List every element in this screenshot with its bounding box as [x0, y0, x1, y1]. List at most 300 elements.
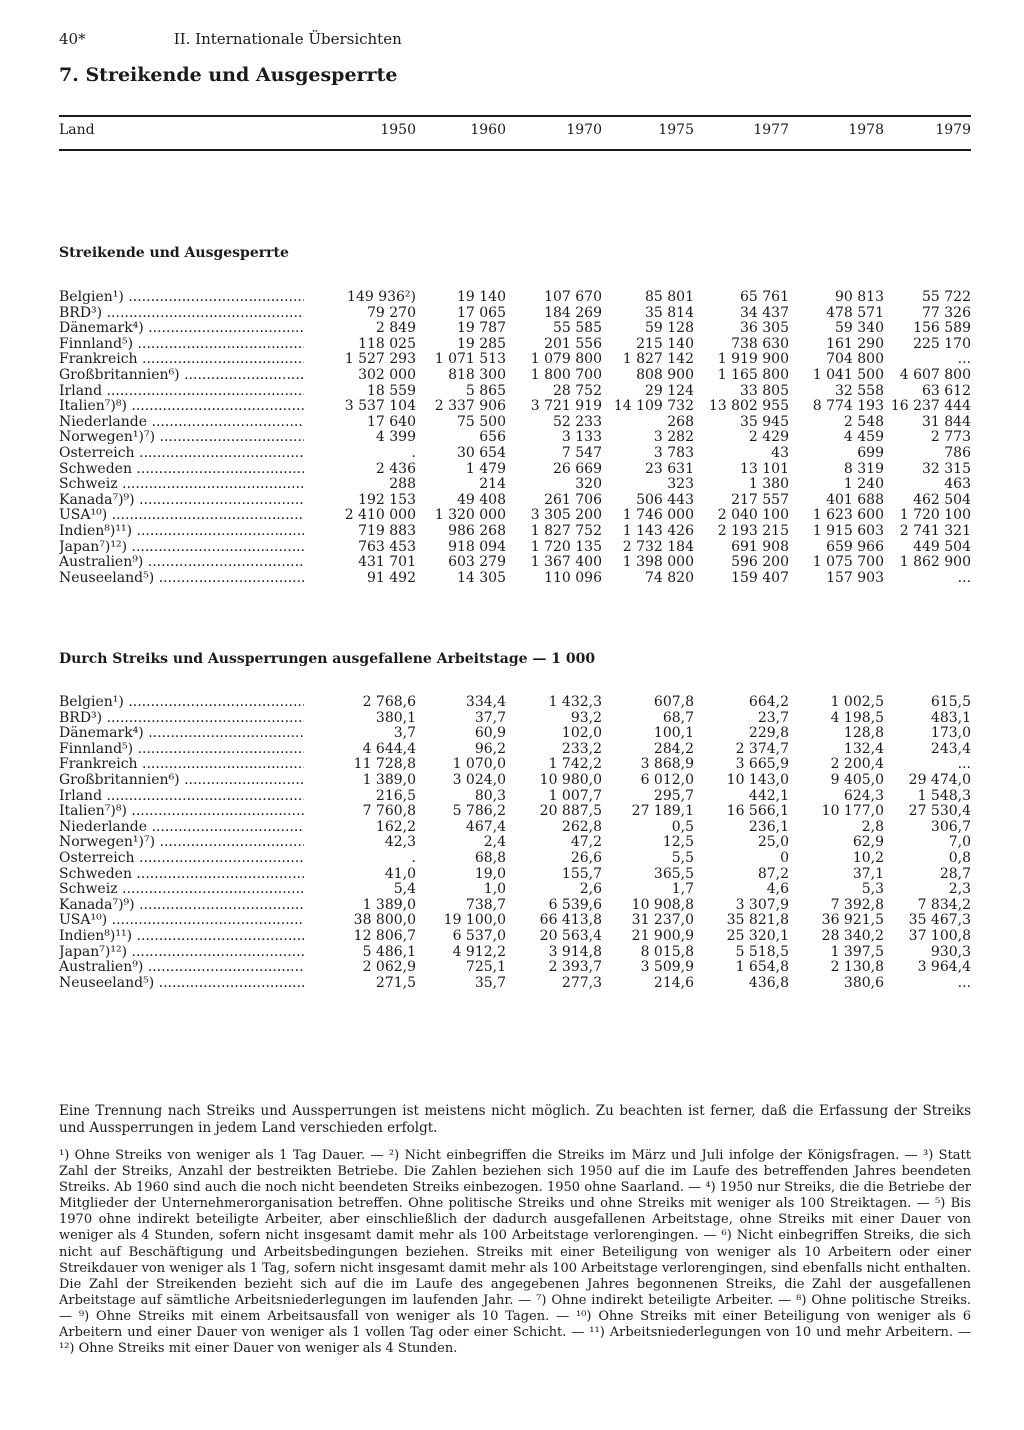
value-cell: 365,5 [653, 865, 694, 882]
table-row [0, 773, 1024, 789]
value-cell: 16 566,1 [726, 803, 789, 820]
value-cell: 47,2 [570, 834, 602, 851]
table-body-lost-days [0, 695, 1024, 991]
country-label: Österreich ..... [59, 851, 304, 867]
value-cell: 1 623 600 [812, 507, 884, 524]
column-header-1977: 1977 [753, 122, 789, 138]
value-cell: 738 630 [731, 335, 789, 352]
value-cell: 986 268 [448, 522, 506, 539]
value-cell: 262,8 [561, 818, 602, 835]
value-cell: 19 285 [457, 335, 506, 352]
table-row [0, 976, 1024, 992]
value-cell: 5 518,5 [735, 943, 789, 960]
value-cell: 5 865 [465, 382, 506, 399]
value-cell: 1 075 700 [812, 554, 884, 571]
value-cell: 2,8 [861, 818, 884, 835]
page-header [59, 30, 402, 48]
country-label: Großbritannien⁶) ..... [59, 368, 304, 384]
value-cell: 192 153 [358, 491, 416, 508]
value-cell: 26,6 [570, 849, 602, 866]
value-cell: 8 319 [843, 460, 884, 477]
table-row [0, 804, 1024, 820]
value-cell: 74 820 [645, 569, 694, 586]
value-cell: 29 124 [645, 382, 694, 399]
value-cell: 8 774 193 [812, 398, 884, 415]
value-cell: 10 143,0 [726, 771, 789, 788]
country-label: Belgien¹) ..... [59, 695, 304, 711]
value-cell: 156 589 [913, 320, 971, 337]
value-cell: 52 233 [553, 413, 602, 430]
value-cell: 19 140 [457, 289, 506, 305]
value-cell: 0 [780, 849, 789, 866]
country-label: Dänemark⁴) ..... [59, 321, 304, 337]
value-cell: 13 802 955 [708, 398, 789, 415]
value-cell: 28,7 [939, 865, 971, 882]
value-cell: 155,7 [561, 865, 602, 882]
value-cell: 1 143 426 [622, 522, 694, 539]
section-title-strikers: Streikende und Ausgesperrte [59, 245, 289, 261]
value-cell: 34 437 [740, 304, 789, 321]
value-cell: 217 557 [731, 491, 789, 508]
table-row [0, 882, 1024, 898]
value-cell: 30 654 [457, 444, 506, 461]
value-cell: 128,8 [843, 725, 884, 742]
country-label: Frankreich ..... [59, 352, 304, 368]
country-label: Schweiz ..... [59, 477, 304, 493]
value-cell: 323 [667, 476, 694, 493]
value-cell: 704 800 [826, 351, 884, 368]
value-cell: 2 768,6 [362, 694, 416, 710]
value-cell: 1 742,2 [548, 756, 602, 773]
value-cell: 4 399 [375, 429, 416, 446]
country-label: Finnland⁵) ..... [59, 742, 304, 758]
value-cell: 35 467,3 [908, 912, 971, 929]
value-cell: 25,0 [757, 834, 789, 851]
value-cell: 36 305 [740, 320, 789, 337]
table-row [0, 835, 1024, 851]
value-cell: 12 806,7 [353, 927, 416, 944]
value-cell: 5,3 [861, 881, 884, 898]
value-cell: 261 706 [544, 491, 602, 508]
value-cell: 1 380 [748, 476, 789, 493]
value-cell: 19,0 [474, 865, 506, 882]
value-cell: 132,4 [843, 740, 884, 757]
table-body-strikers [0, 290, 1024, 586]
value-cell: 68,8 [474, 849, 506, 866]
value-cell: 3 133 [561, 429, 602, 446]
value-cell: 467,4 [465, 818, 506, 835]
table-row [0, 867, 1024, 883]
country-label: Schweden ..... [59, 462, 304, 478]
value-cell: 55 722 [922, 289, 971, 305]
value-cell: 27 189,1 [631, 803, 694, 820]
country-label: Kanada⁷)⁹) ..... [59, 898, 304, 914]
value-cell: 68,7 [662, 709, 694, 726]
value-cell: 930,3 [930, 943, 971, 960]
column-header-row [0, 122, 1024, 144]
value-cell: 10 908,8 [631, 896, 694, 913]
value-cell: 2 410 000 [344, 507, 416, 524]
table-row [0, 945, 1024, 961]
value-cell: 6 012,0 [640, 771, 694, 788]
value-cell: 4 644,4 [362, 740, 416, 757]
value-cell: 159 407 [731, 569, 789, 586]
country-label: Irland ..... [59, 789, 304, 805]
value-cell: 6 537,0 [452, 927, 506, 944]
column-header-1960: 1960 [470, 122, 506, 138]
country-label: Australien⁹) ..... [59, 960, 304, 976]
value-cell: 463 [944, 476, 971, 493]
remark-note: Eine Trennung nach Streiks und Aussperrungen ist meistens nicht möglich. Zu beachten ist ferner, daß die Erfassung der Streiks und Aussperrungen in jedem Land verschieden erfolgt. [59, 1103, 971, 1136]
value-cell: 268 [667, 413, 694, 430]
value-cell: ... [957, 974, 971, 991]
value-cell: 1 827 752 [530, 522, 602, 539]
value-cell: 27 530,4 [908, 803, 971, 820]
value-cell: 11 728,8 [353, 756, 416, 773]
value-cell: 236,1 [748, 818, 789, 835]
country-label: Frankreich ..... [59, 757, 304, 773]
country-label: Italien⁷)⁸) ..... [59, 399, 304, 415]
value-cell: 5 486,1 [362, 943, 416, 960]
value-cell: 161 290 [826, 335, 884, 352]
value-cell: 4 198,5 [830, 709, 884, 726]
value-cell: 59 340 [835, 320, 884, 337]
value-cell: 31 237,0 [631, 912, 694, 929]
value-cell: 2 773 [930, 429, 971, 446]
value-cell: 49 408 [457, 491, 506, 508]
value-cell: 295,7 [653, 787, 694, 804]
value-cell: 17 065 [457, 304, 506, 321]
value-cell: 28 752 [553, 382, 602, 399]
country-label: BRD³) ..... [59, 306, 304, 322]
value-cell: 65 761 [740, 289, 789, 305]
value-cell: 157 903 [826, 569, 884, 586]
table-row [0, 306, 1024, 322]
value-cell: 2 436 [375, 460, 416, 477]
value-cell: 29 474,0 [908, 771, 971, 788]
table-row [0, 446, 1024, 462]
country-label: Kanada⁷)⁹) ..... [59, 493, 304, 509]
value-cell: 615,5 [930, 694, 971, 710]
value-cell: 3 914,8 [548, 943, 602, 960]
value-cell: 607,8 [653, 694, 694, 710]
value-cell: 55 585 [553, 320, 602, 337]
value-cell: 763 453 [358, 538, 416, 555]
country-label: Neuseeland⁵) ..... [59, 976, 304, 992]
value-cell: 75 500 [457, 413, 506, 430]
value-cell: 1 007,7 [548, 787, 602, 804]
value-cell: 1 071 513 [434, 351, 506, 368]
value-cell: 664,2 [748, 694, 789, 710]
table-row [0, 757, 1024, 773]
value-cell: 23,7 [757, 709, 789, 726]
table-row [0, 960, 1024, 976]
value-cell: 436,8 [748, 974, 789, 991]
value-cell: 2 732 184 [622, 538, 694, 555]
value-cell: 1 079 800 [530, 351, 602, 368]
country-label: Norwegen¹)⁷) ..... [59, 430, 304, 446]
value-cell: 80,3 [474, 787, 506, 804]
value-cell: 91 492 [367, 569, 416, 586]
table-title: 7. Streikende und Ausgesperrte [59, 64, 398, 86]
value-cell: 4 459 [843, 429, 884, 446]
value-cell: 2,4 [483, 834, 506, 851]
value-cell: 3 721 919 [530, 398, 602, 415]
value-cell: 656 [479, 429, 506, 446]
value-cell: 449 504 [913, 538, 971, 555]
value-cell: 3 282 [653, 429, 694, 446]
country-label: Schweden ..... [59, 867, 304, 883]
value-cell: 271,5 [375, 974, 416, 991]
value-cell: 462 504 [913, 491, 971, 508]
table-row [0, 711, 1024, 727]
value-cell: 107 670 [544, 289, 602, 305]
value-cell: 96,2 [474, 740, 506, 757]
value-cell: 302 000 [358, 366, 416, 383]
country-label: Neuseeland⁵) ..... [59, 571, 304, 587]
value-cell: 85 801 [645, 289, 694, 305]
value-cell: 2,6 [579, 881, 602, 898]
value-cell: 14 305 [457, 569, 506, 586]
value-cell: 1 398 000 [622, 554, 694, 571]
value-cell: 288 [389, 476, 416, 493]
value-cell: 2,3 [948, 881, 971, 898]
table-row [0, 742, 1024, 758]
value-cell: 4 607 800 [899, 366, 971, 383]
table-row [0, 851, 1024, 867]
country-label: Irland ..... [59, 384, 304, 400]
country-label: Indien⁸)¹¹) ..... [59, 929, 304, 945]
value-cell: 4 912,2 [452, 943, 506, 960]
value-cell: 3 307,9 [735, 896, 789, 913]
value-cell: 2 429 [748, 429, 789, 446]
value-cell: 4,6 [766, 881, 789, 898]
value-cell: 7,0 [948, 834, 971, 851]
value-cell: 35 821,8 [726, 912, 789, 929]
country-label: Großbritannien⁶) ..... [59, 773, 304, 789]
value-cell: 596 200 [731, 554, 789, 571]
value-cell: 19 787 [457, 320, 506, 337]
column-header-1950: 1950 [380, 122, 416, 138]
value-cell: 43 [771, 444, 789, 461]
table-row [0, 337, 1024, 353]
table-row [0, 540, 1024, 556]
value-cell: 918 094 [448, 538, 506, 555]
value-cell: 37 100,8 [908, 927, 971, 944]
value-cell: 478 571 [826, 304, 884, 321]
table-row [0, 352, 1024, 368]
value-cell: 3 783 [653, 444, 694, 461]
value-cell: 2 374,7 [735, 740, 789, 757]
value-cell: 38 800,0 [353, 912, 416, 929]
value-cell: 3 868,9 [640, 756, 694, 773]
value-cell: 62,9 [852, 834, 884, 851]
value-cell: 1 389,0 [362, 896, 416, 913]
value-cell: 100,1 [653, 725, 694, 742]
value-cell: 7 834,2 [917, 896, 971, 913]
value-cell: 149 936²) [347, 289, 416, 305]
value-cell: 1 070,0 [452, 756, 506, 773]
value-cell: 16 237 444 [890, 398, 971, 415]
value-cell: 1 432,3 [548, 694, 602, 710]
value-cell: 624,3 [843, 787, 884, 804]
value-cell: 173,0 [930, 725, 971, 742]
table-row [0, 726, 1024, 742]
value-cell: 184 269 [544, 304, 602, 321]
value-cell: 10 177,0 [821, 803, 884, 820]
country-label: Finnland⁵) ..... [59, 337, 304, 353]
value-cell: 1 827 142 [622, 351, 694, 368]
value-cell: 201 556 [544, 335, 602, 352]
value-cell: 1,7 [671, 881, 694, 898]
value-cell: 1 320 000 [434, 507, 506, 524]
value-cell: 102,0 [561, 725, 602, 742]
table-row [0, 290, 1024, 306]
value-cell: 12,5 [662, 834, 694, 851]
value-cell: 659 966 [826, 538, 884, 555]
value-cell: 699 [857, 444, 884, 461]
footnotes: ¹) Ohne Streiks von weniger als 1 Tag Dauer. — ²) Nicht einbegriffen die Streiks im März und Juli infolge der Königsfragen. — ³) Statt Zahl der Streiks, Anzahl der bestreikten Betriebe. Die Zahlen beziehen sich 1950 auf die im Laufe des betreffenden Jahres beendeten Streiks. Ab 1960 sind auch die noch nicht beendeten Streiks einbezogen. 1950 ohne Saarland. — ⁴) 1950 nur Streiks, die die Betriebe der Mitglieder der Unternehmerorganisation betreffen. Ohne politische Streiks und ohne Streiks mit weniger als 100 Streiktagen. — ⁵) Bis 1970 ohne indirekt beteiligte Arbeiter, aber einschließlich der dadurch ausgefallenen Arbeitstage, ohne Streiks mit einer Dauer von weniger als 4 Stunden, sofern nicht insgesamt damit mehr als 100 Arbeitstage verlorengingen. — ⁶) Nicht einbegriffen Streiks, die sich nicht auf Beschäftigung und Arbeitsbedingungen beziehen. Streiks mit einer Beteiligung von weniger als 10 Arbeitern oder einer Streikdauer von weniger als 1 Tag, sofern nicht insgesamt damit mehr als 100 Arbeitstage verlorengingen, sind ebenfalls nicht enthalten. Die Zahl der Streikenden bezieht sich auf die im Laufe des angegebenen Jahres begonnenen Streiks, die Zahl der ausgefallenen Arbeitstage auf sämtliche Arbeitsniederlegungen im laufenden Jahr. — ⁷) Ohne indirekt beteiligte Arbeiter. — ⁸) Ohne politische Streiks. — ⁹) Ohne Streiks mit einem Arbeitsausfall von weniger als 10 Tagen. — ¹⁰) Ohne Streiks mit einer Beteiligung von weniger als 6 Arbeitern und einer Dauer von weniger als 1 vollen Tag oder einer Schicht. — ¹¹) Arbeitsniederlegungen von 10 und mehr Arbeitern. — ¹²) Ohne Streiks mit einer Dauer von weniger als 4 Stunden. [59, 1148, 971, 1357]
country-label: Australien⁹) ..... [59, 555, 304, 571]
country-label: Japan⁷)¹²) ..... [59, 540, 304, 556]
value-cell: 35,7 [474, 974, 506, 991]
table-row [0, 555, 1024, 571]
value-cell: 214 [479, 476, 506, 493]
value-cell: 483,1 [930, 709, 971, 726]
table-row [0, 384, 1024, 400]
value-cell: 42,3 [384, 834, 416, 851]
value-cell: 59 128 [645, 320, 694, 337]
value-cell: 3 509,9 [640, 959, 694, 976]
value-cell: 5,5 [671, 849, 694, 866]
value-cell: 60,9 [474, 725, 506, 742]
value-cell: 7 547 [561, 444, 602, 461]
value-cell: 1 479 [465, 460, 506, 477]
value-cell: 41,0 [384, 865, 416, 882]
value-cell: ... [957, 351, 971, 368]
country-label: Niederlande ..... [59, 820, 304, 836]
value-cell: 2 062,9 [362, 959, 416, 976]
value-cell: 401 688 [826, 491, 884, 508]
value-cell: 3 537 104 [344, 398, 416, 415]
value-cell: 77 326 [922, 304, 971, 321]
column-header-1975: 1975 [658, 122, 694, 138]
value-cell: 786 [944, 444, 971, 461]
value-cell: 2 548 [843, 413, 884, 430]
value-cell: 33 805 [740, 382, 789, 399]
value-cell: 7 392,8 [830, 896, 884, 913]
country-label: Dänemark⁴) ..... [59, 726, 304, 742]
value-cell: 32 558 [835, 382, 884, 399]
value-cell: 2 393,7 [548, 959, 602, 976]
header-rule [59, 149, 971, 151]
table-row [0, 493, 1024, 509]
value-cell: 28 340,2 [821, 927, 884, 944]
value-cell: 66 413,8 [539, 912, 602, 929]
table-row [0, 913, 1024, 929]
value-cell: 32 315 [922, 460, 971, 477]
table-row [0, 898, 1024, 914]
country-label: Niederlande ..... [59, 415, 304, 431]
value-cell: 243,4 [930, 740, 971, 757]
table-row [0, 368, 1024, 384]
table-row [0, 695, 1024, 711]
value-cell: 808 900 [636, 366, 694, 383]
value-cell: 214,6 [653, 974, 694, 991]
value-cell: 3,7 [393, 725, 416, 742]
section-title-lost-days: Durch Streiks und Aussperrungen ausgefallene Arbeitstage — 1 000 [59, 651, 596, 667]
value-cell: 1 915 603 [812, 522, 884, 539]
table-row [0, 571, 1024, 587]
value-cell: 3 665,9 [735, 756, 789, 773]
value-cell: 1 002,5 [830, 694, 884, 710]
value-cell: 3 964,4 [917, 959, 971, 976]
country-label: Japan⁷)¹²) ..... [59, 945, 304, 961]
value-cell: 25 320,1 [726, 927, 789, 944]
value-cell: 35 814 [645, 304, 694, 321]
value-cell: 7 760,8 [362, 803, 416, 820]
value-cell: 63 612 [922, 382, 971, 399]
value-cell: 31 844 [922, 413, 971, 430]
value-cell: 506 443 [636, 491, 694, 508]
value-cell: 79 270 [367, 304, 416, 321]
value-cell: 0,5 [671, 818, 694, 835]
value-cell: 6 539,6 [548, 896, 602, 913]
value-cell: 1 397,5 [830, 943, 884, 960]
value-cell: 8 015,8 [640, 943, 694, 960]
value-cell: 37,7 [474, 709, 506, 726]
value-cell: 691 908 [731, 538, 789, 555]
value-cell: 2 040 100 [717, 507, 789, 524]
value-cell: 0,8 [948, 849, 971, 866]
value-cell: 19 100,0 [443, 912, 506, 929]
value-cell: 2 337 906 [434, 398, 506, 415]
country-label: BRD³) ..... [59, 711, 304, 727]
country-label: Italien⁷)⁸) ..... [59, 804, 304, 820]
value-cell: 17 640 [367, 413, 416, 430]
table-row [0, 929, 1024, 945]
value-cell: 1 041 500 [812, 366, 884, 383]
value-cell: ... [957, 756, 971, 773]
country-label: Indien⁸)¹¹) ..... [59, 524, 304, 540]
value-cell: 3 305 200 [530, 507, 602, 524]
country-label: Schweiz ..... [59, 882, 304, 898]
table-row [0, 415, 1024, 431]
value-cell: 1 800 700 [530, 366, 602, 383]
value-cell: 2 200,4 [830, 756, 884, 773]
value-cell: 87,2 [757, 865, 789, 882]
table-row [0, 430, 1024, 446]
table-row [0, 462, 1024, 478]
value-cell: 380,1 [375, 709, 416, 726]
value-cell: 442,1 [748, 787, 789, 804]
value-cell: 1 654,8 [735, 959, 789, 976]
value-cell: 1 389,0 [362, 771, 416, 788]
top-rule [59, 115, 971, 117]
country-label: USA¹⁰) ..... [59, 913, 304, 929]
table-row [0, 789, 1024, 805]
value-cell: 162,2 [375, 818, 416, 835]
value-cell: 215 140 [636, 335, 694, 352]
value-cell: 818 300 [448, 366, 506, 383]
country-label: Norwegen¹)⁷) ..... [59, 835, 304, 851]
value-cell: 1 367 400 [530, 554, 602, 571]
value-cell: 1 862 900 [899, 554, 971, 571]
value-cell: 284,2 [653, 740, 694, 757]
value-cell: . [411, 849, 416, 866]
table-row [0, 524, 1024, 540]
table-row [0, 477, 1024, 493]
